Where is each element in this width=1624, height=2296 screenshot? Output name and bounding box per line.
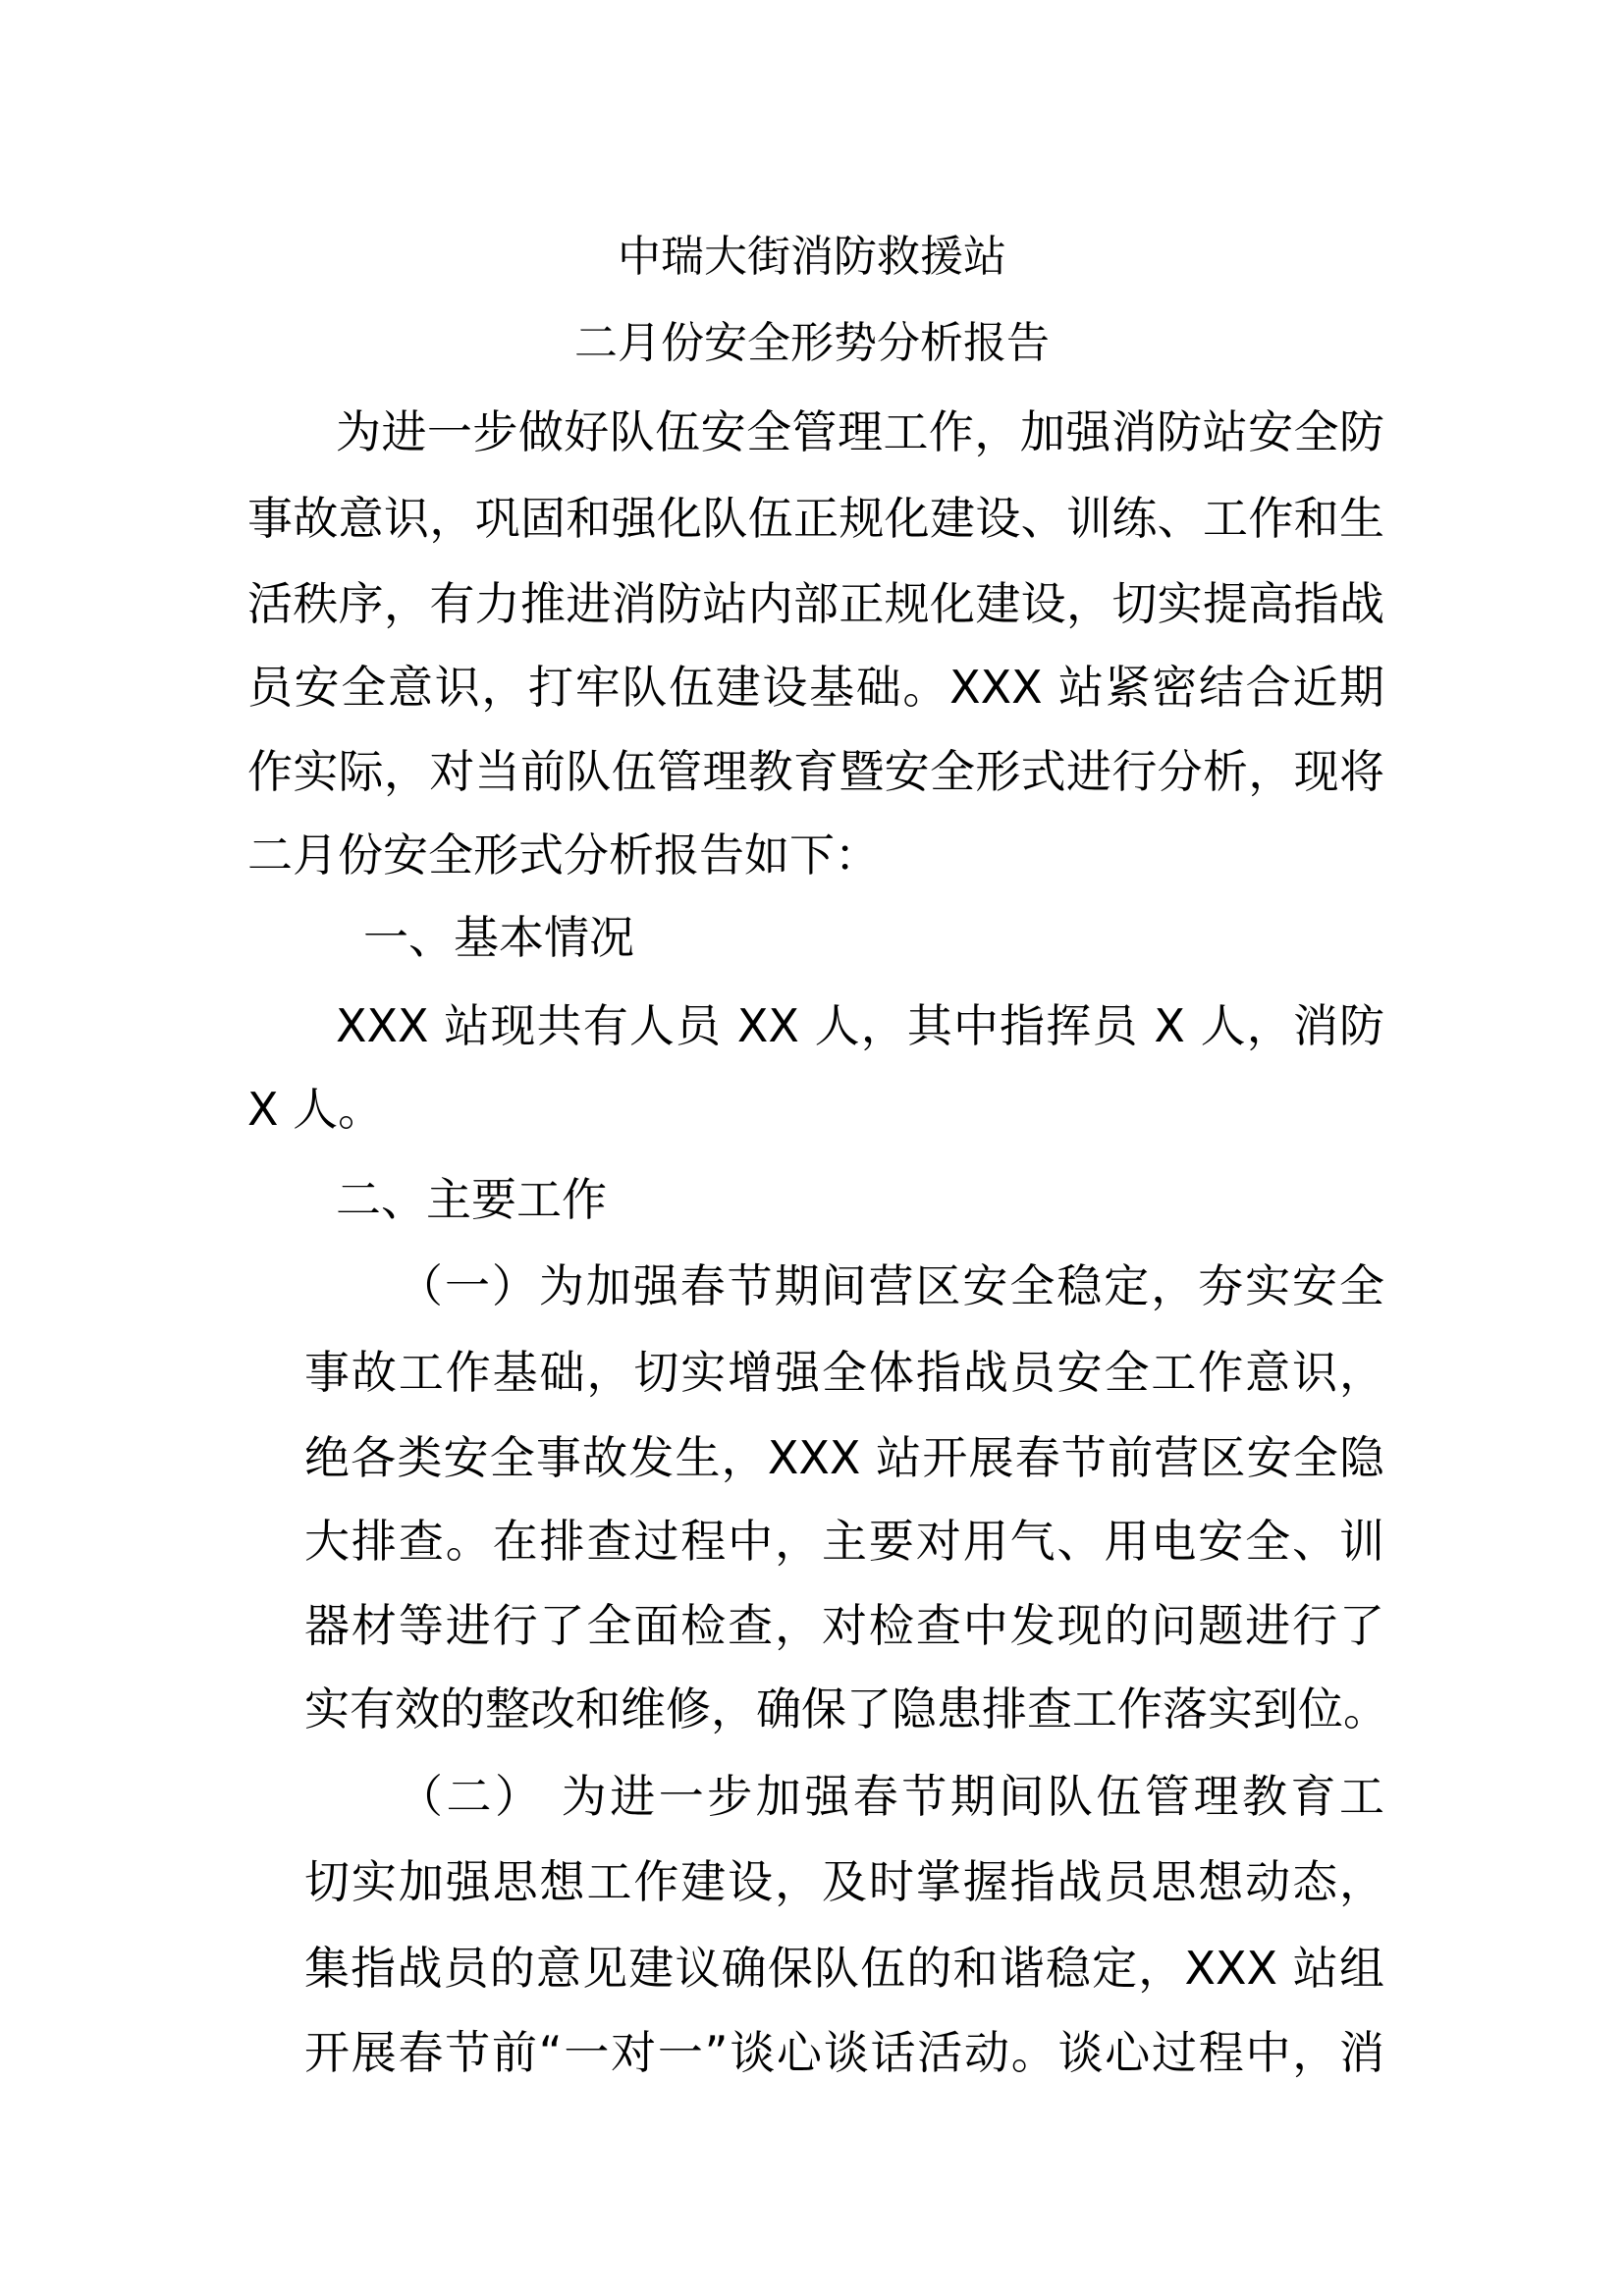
intro-line: 二月份安全形式分析报告如下： bbox=[247, 828, 880, 881]
section-heading-work: 二、主要工作 bbox=[336, 1173, 607, 1226]
intro-line: 事故意识，巩固和强化队伍正规化建设、训练、工作和生 bbox=[247, 492, 1384, 545]
section1-line: XXX 站现共有人员 XX 人，其中指挥员 X 人，消防 bbox=[336, 999, 1384, 1052]
title-line-2: 二月份安全形势分析报告 bbox=[574, 318, 1050, 368]
item1-line: （一）为加强春节期间营区安全稳定，夯实安全 bbox=[398, 1259, 1384, 1312]
intro-line: 员安全意识，打牢队伍建设基础。XXX 站紧密结合近期 bbox=[247, 661, 1384, 714]
item1-line: 大排查。在排查过程中，主要对用气、用电安全、训 bbox=[304, 1515, 1384, 1568]
title-line-1: 中瑞大街消防救援站 bbox=[618, 232, 1006, 282]
item1-line: 绝各类安全事故发生，XXX 站开展春节前营区安全隐 bbox=[304, 1431, 1384, 1484]
item1-line: 事故工作基础，切实增强全体指战员安全工作意识， bbox=[304, 1346, 1384, 1399]
intro-line: 为进一步做好队伍安全管理工作，加强消防站安全防 bbox=[336, 405, 1384, 458]
intro-line: 作实际，对当前队伍管理教育暨安全形式进行分析，现将 bbox=[247, 745, 1384, 798]
intro-line: 活秩序，有力推进消防站内部正规化建设，切实提高指战 bbox=[247, 577, 1384, 630]
section-heading-basic: 一、基本情况 bbox=[363, 911, 634, 964]
section1-line: X 人。 bbox=[247, 1083, 384, 1136]
item2-line: （二） 为进一步加强春节期间队伍管理教育工 bbox=[398, 1770, 1384, 1823]
item2-line: 切实加强思想工作建设，及时掌握指战员思想动态， bbox=[304, 1855, 1384, 1908]
item1-line: 器材等进行了全面检查，对检查中发现的问题进行了 bbox=[304, 1599, 1384, 1652]
item2-line: 开展春节前“一对一”谈心谈话活动。谈心过程中，消 bbox=[304, 2026, 1384, 2079]
item2-line: 集指战员的意见建议确保队伍的和谐稳定，XXX 站组 bbox=[304, 1942, 1384, 1995]
item1-line: 实有效的整改和维修，确保了隐患排查工作落实到位。 bbox=[304, 1682, 1388, 1735]
